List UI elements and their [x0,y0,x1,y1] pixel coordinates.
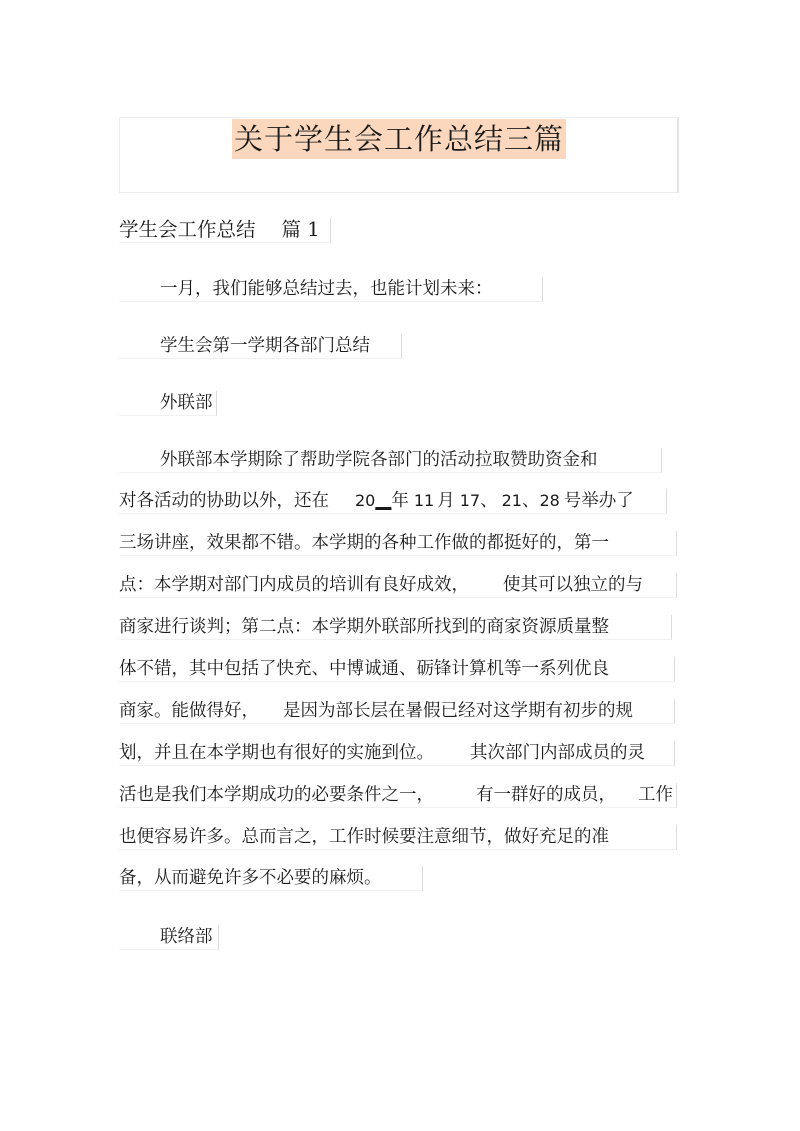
body-line-5-text: 商家进行谈判；第二点：本学期外联部所找到的商家资源质量整 [119,617,609,637]
month-number: 11 [413,491,435,510]
body-line-1 [119,448,662,473]
document-title: 关于学生会工作总结三篇 [232,119,566,159]
day-number-3: 28 [539,491,560,510]
intro-paragraph [119,277,543,302]
year-prefix: 20 [355,491,376,510]
subtitle-text: 学生会第一学期各部门总结 [160,336,370,356]
body-line-2-text-a: 对各活动的协助以外，还在 [119,491,329,511]
body-line-4 [119,573,677,598]
body-line-2-year-char: 年 [391,491,409,511]
body-line-5 [119,615,672,640]
day-number-2: 21 [501,491,522,510]
body-line-4-text-a: 点：本学期对部门内成员的培训有良好成效， [119,575,469,595]
section-heading-text: 学生会工作总结 [119,218,256,241]
body-line-9-text-c: 工作 [638,785,673,805]
body-line-10 [119,825,677,850]
body-line-11-text: 备，从而避免许多不必要的麻烦。 [119,868,382,888]
body-line-7-text-a: 商家。能做得好， [119,701,259,721]
dept-heading-lianluo [119,925,219,950]
separator-2: 、 [521,491,540,511]
body-line-7-text-b: 是因为部长层在暑假已经对这学期有初步的规 [283,701,633,721]
body-line-9-text-b: 有一群好的成员， [476,785,616,805]
body-line-10-text: 也便容易许多。总而言之，工作时候要注意细节，做好充足的准 [119,827,609,847]
subtitle-paragraph [119,334,402,359]
body-line-8-text-a: 划，并且在本学期也有很好的实施到位。 [119,743,434,763]
day-number-1: 17 [459,491,481,510]
intro-text: 一月，我们能够总结过去，也能计划未来： [160,279,493,299]
body-line-6 [119,657,675,682]
body-line-2 [119,489,667,514]
body-line-8 [119,741,675,766]
body-line-2-text-b: 号举办了 [563,491,634,511]
body-line-11 [119,866,423,891]
body-line-3-text: 三场讲座，效果都不错。本学期的各种工作做的都挺好的，第一 [119,533,609,553]
body-line-9-text-a: 活也是我们本学期成功的必要条件之一， [119,785,434,805]
body-line-9 [119,783,677,808]
section-heading [119,218,331,243]
dept-heading-waijian [119,391,217,416]
body-line-1-text: 外联部本学期除了帮助学院各部门的活动拉取赞助资金和 [160,450,598,470]
body-line-4-text-b: 使其可以独立的与 [503,575,643,595]
body-line-7 [119,699,675,724]
body-line-2-month-char: 月 [437,491,455,511]
body-line-6-text: 体不错，其中包括了快充、中博诚通、砺锋计算机等一系列优良 [119,659,609,679]
year-blank: __ [375,491,392,510]
dept-heading-waijian-text: 外联部 [160,393,213,413]
body-line-8-text-b: 其次部门内部成员的灵 [470,743,645,763]
separator-1: 、 [480,491,498,511]
dept-heading-lianluo-text: 联络部 [160,927,213,947]
section-number: 篇 1 [281,218,320,241]
body-line-3 [119,531,677,556]
